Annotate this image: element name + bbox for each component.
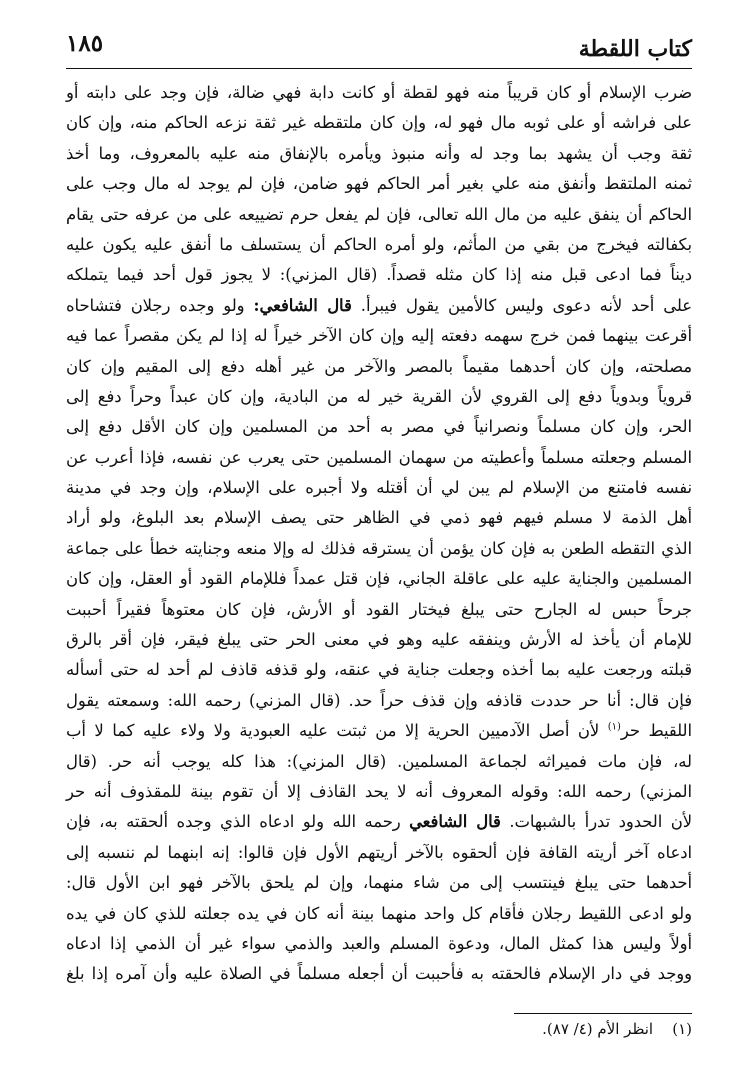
text-line [66,838,692,868]
line-text: جرحاً حبس له الجارح حتى يبلغ فيختار القود أو الأرش، فإن كان معتوهاً فقيراً أحببت [66,599,692,619]
text-line [66,747,692,777]
text-line [66,564,692,594]
line-text: له، فإن مات فميراثه لجماعة المسلمين. (قال المزني): هذا كله يوجب أنه حر. (قال [66,751,692,771]
line-text: بكفالته فيخرج من بقي من المأثم، ولو أمره الحاكم أن يستسلف ما أنفق عليه يكون عليه [66,234,692,254]
line-text: مصلحته، وإن كان أحدهما مقيماً بالمصر والآخر من غير أهله دفع إلى المقيم وإن كان [66,356,692,376]
footnote-reference: (١) [607,721,621,733]
footnote-text: انظر الأم (٤/ ٨٧). [542,1020,654,1038]
text-line [66,352,692,382]
line-text: لأن الحدود تدرأ بالشبهات. [500,812,692,832]
speaker-label: قال الشافعي [409,812,501,832]
line-text: الحاكم أن ينفق عليه من مال الله تعالى، فإن لم يفعل حرم تضييعه على من عرفه حتى يقام [66,204,692,224]
text-line [66,230,692,260]
text-line [66,108,692,138]
line-text: ولو وجده رجلان فتشاحاه [66,295,254,315]
text-line [66,260,692,290]
text-line [66,291,692,321]
text-line [66,868,692,898]
line-text: أهل الذمة لا مسلم فيهم فهو ذمي في الظاهر حتى يصف الإسلام بعد البلوغ، ولو أراد [66,508,692,528]
line-text: للإمام أن يأخذ له الأرش وينفقه عليه وهو في معنى الحر حتى يبلغ فيقر، فإن أقر بالرق [66,630,692,650]
text-line [66,321,692,351]
line-text: رحمه الله ولو ادعاه الذي وجده ألحقته به، فإن [66,812,410,832]
line-text: ضرب الإسلام أو كان قريباً منه فهو لقطة أو كانت دابة فهي ضالة، فإن وجد على دابته أو [66,83,692,102]
text-line [66,78,692,108]
line-text: أحدهما حتى يبلغ فينتسب إلى من شاء منهما، وإن لم يلحق بالآخر فهو ابن الأول قال: [66,873,692,893]
text-line [66,655,692,685]
line-text: ديناً فما ادعى قبل منه إذا كان مثله قصداً. (قال المزني): لا يجوز قول أحد فيما يتملكه [66,265,692,285]
line-text: الذي التقطه الطعن به فإن كان يؤمن أن يسترقه فذلك له وإلا منعه وجنايته خطأ على جماعة [66,538,692,558]
text-line [66,595,692,625]
line-text: فإن قال: أنا حر حددت قاذفه وإن قذف حراً حد. (قال المزني) رحمه الله: وسمعته يقول [66,690,692,710]
text-line [66,139,692,169]
text-line [66,899,692,929]
speaker-label: قال الشافعي: [253,295,352,315]
text-line [66,443,692,473]
running-title: كتاب اللقطة [578,36,692,62]
text-line [66,503,692,533]
line-text: على فراشه أو على ثوبه مال فهو له، وإن كان ملتقطه غير ثقة نزعه الحاكم منه، وإن كان [66,113,692,133]
line-text: على أحد لأنه دعوى وليس كالأمين يقول فيبرأ. [351,295,692,315]
line-text: ثقة وجب أن يشهد بما وجد له وأنه منبوذ ويأمره بالإنفاق منه عليه بالمعروف، وما أخذ [66,143,692,163]
line-text: ولو ادعى اللقيط رجلان فأقام كل واحد منهما بينة أنه كان في يده جعلته للذي كان في يده [66,903,692,923]
line-text: أقرعت بينهما فمن خرج سهمه دفعته إليه وإن كان الآخر خيراً له إذا لم يكن مقصراً عما فيه [66,326,692,346]
line-text: ثمنه الملتقط وأنفق منه علي بغير أمر الحاكم فهو ضامن، فإن لم يوجد له مال وجب على [66,174,692,194]
line-text: نفسه فامتنع من الإسلام لم يبن لي أن أقتله ولا أجبره على الإسلام، وإن وجد في مدينة [66,478,692,498]
text-line [66,412,692,442]
footnote [542,1020,692,1038]
text-line [66,686,692,716]
line-text: لأن أصل الآدميين الحرية إلا من ثبتت عليه العبودية ولا ولاء عليه كما لا أب [66,721,608,741]
line-text: أولاً وليس هذا كمثل المال، ودعوة المسلم والعبد والذمي سواء غير أن الذمي إذا ادعاه [66,933,692,953]
line-text: ووجد في دار الإسلام فالحقته به فأحببت أن أجعله مسلماً في الصلاة عليه وأن آمره إذا بلغ [66,964,692,984]
text-line [66,200,692,230]
text-line [66,534,692,564]
line-text: ادعاه آخر أريته القافة فإن ألحقوه بالآخر أريتهم الأول فإن قالوا: إنه ابنهما لم ننسبه إلى [66,842,692,862]
text-line [66,807,692,837]
page-number: ١٨٥ [66,30,104,57]
line-text: المزني) رحمه الله: وقوله المعروف أنه لا يحد القاذف إلا أن تقوم بينة للمقذوف أنه حر [66,781,692,801]
page-header [66,24,692,69]
line-text: الحر، وإن كان مسلماً ونصرانياً في مصر به أحد من المسلمين وإن كان الأقل دفع إلى [66,417,692,437]
line-text: اللقيط حر [620,721,693,741]
text-line [66,169,692,199]
text-line [66,929,692,959]
text-line [66,959,692,989]
line-text: قبلته ورجعت عليه بما أخذه وجعلت جناية في عنقه، ولو قذفه قاذف لم أحد له حتى أسأله [66,660,692,680]
text-line [66,625,692,655]
line-text: المسلمين والجناية عليه على عاقلة الجاني، فإن قتل عمداً فللإمام القود أو العقل، وإن كان [66,569,692,589]
footnote-marker: (١) [672,1020,692,1038]
footnote-divider [514,1013,692,1014]
text-line [66,382,692,412]
text-line [66,777,692,807]
line-text: قروياً وبدوياً دفع إلى القروي لأن القرية خير له من البادية، وإن كان عبداً وحراً دفع إلى [66,386,692,406]
text-line [66,716,692,746]
line-text: المسلم وجعلته مسلماً وأعطيته من سهمان المسلمين حتى يعرب عن نفسه، فإذا أعرب عن [66,447,692,467]
body-text [66,78,692,990]
text-line [66,473,692,503]
